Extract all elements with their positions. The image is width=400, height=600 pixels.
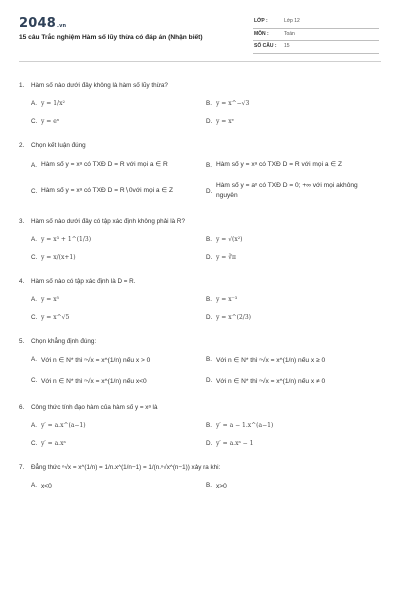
meta-key: MÔN : — [254, 30, 269, 37]
option-label: D. — [206, 118, 213, 125]
option-label: A. — [31, 296, 37, 303]
option-text: y = xᵉ — [216, 118, 234, 125]
question-number: 3. — [19, 218, 25, 225]
question-text: Hàm số nào dưới đây có tập xác định không phải là R? — [31, 218, 185, 225]
option-label: C. — [31, 440, 38, 447]
question-text: Hàm số nào dưới đây không là hàm số lũy thừa? — [31, 82, 168, 89]
option-label: A. — [31, 356, 37, 363]
option-text: y = ∛π — [216, 254, 236, 261]
option-label: C. — [31, 377, 38, 384]
question-3 — [19, 218, 381, 261]
meta-row-subject — [253, 29, 379, 42]
option-text: y′ = a.xᵃ − 1 — [216, 440, 254, 447]
option-label: A. — [31, 161, 37, 169]
option-b[interactable] — [206, 482, 381, 492]
option-label: D. — [206, 377, 213, 384]
question-text: Công thức tính đạo hàm của hàm số y = xᵃ là — [31, 404, 158, 411]
option-label: A. — [31, 236, 37, 243]
option-text: Hàm số y = xᵃ có TXĐ D = R∖0với mọi a ∈ Z — [41, 187, 174, 194]
option-label: B. — [206, 236, 212, 243]
option-text: y′ = a.x^(a−1) — [41, 422, 86, 429]
option-text: Với n ∈ N* thì ⁿ√x = x^(1/n) nếu x > 0 — [41, 357, 151, 364]
logo-text: 2048 — [19, 16, 56, 31]
option-label: B. — [206, 296, 212, 303]
option-label: D. — [206, 254, 213, 261]
option-c[interactable] — [31, 440, 206, 447]
option-text: Hàm số y = aˣ có TXĐ D = 0; +∞ với mọi akhông nguyên — [216, 182, 358, 199]
question-number: 1. — [19, 82, 25, 89]
option-text: y = x³ + 1^(1/3) — [41, 236, 92, 243]
question-5 — [19, 338, 381, 387]
option-label: C. — [31, 314, 38, 321]
question-4 — [19, 278, 381, 321]
option-a[interactable] — [31, 296, 206, 303]
question-6 — [19, 404, 381, 447]
option-b[interactable] — [206, 422, 381, 429]
option-text: x>0 — [216, 483, 227, 490]
question-number: 2. — [19, 142, 25, 149]
question-text: Đẳng thức ⁿ√x = x^(1/n) = 1/n.x^(1/n−1) = 1/(n.ⁿ√x^(n−1)) xảy ra khi: — [31, 464, 221, 471]
option-a[interactable] — [31, 100, 206, 107]
question-1 — [19, 82, 381, 125]
option-d[interactable] — [206, 377, 381, 387]
option-text: y = x^√5 — [41, 314, 70, 321]
divider — [19, 61, 381, 62]
option-text: Hàm số y = xᵃ có TXĐ D = R với mọi a ∈ Z — [216, 161, 342, 168]
option-text: y = x/(x+1) — [41, 254, 76, 261]
question-number: 4. — [19, 278, 25, 285]
option-a[interactable] — [31, 236, 206, 243]
option-b[interactable] — [206, 100, 381, 107]
option-b[interactable] — [206, 236, 381, 243]
option-text: x<0 — [41, 483, 52, 490]
page-title: 15 câu Trắc nghiệm Hàm số lũy thừa có đáp án (Nhận biết) — [19, 34, 203, 41]
meta-key: SỐ CÂU : — [254, 43, 277, 49]
option-a[interactable] — [31, 160, 206, 170]
meta-row-class — [253, 16, 379, 29]
option-c[interactable] — [31, 377, 206, 387]
option-label: C. — [31, 254, 38, 261]
meta-value: 15 — [284, 43, 290, 49]
option-d[interactable] — [206, 118, 381, 125]
option-text: Với n ∈ N* thì ⁿ√x = x^(1/n) nếu x<0 — [41, 378, 147, 385]
option-a[interactable] — [31, 356, 206, 366]
meta-key: LỚP : — [254, 18, 268, 24]
question-7 — [19, 464, 381, 492]
option-a[interactable] — [31, 422, 206, 429]
question-2 — [19, 142, 381, 201]
option-label: B. — [206, 161, 212, 169]
option-text: y = x⁻³ — [216, 296, 238, 303]
option-text: y = x^(2/3) — [216, 314, 251, 321]
option-d[interactable] — [206, 314, 381, 321]
option-text: Với n ∈ N* thì ⁿ√x = x^(1/n) nếu x ≥ 0 — [216, 357, 326, 364]
option-d[interactable] — [206, 181, 381, 201]
option-text: y′ = a.xᵃ — [41, 440, 66, 447]
question-text: Hàm số nào có tập xác định là D = R. — [31, 278, 136, 285]
meta-row-count — [253, 41, 379, 54]
option-label: D. — [206, 314, 213, 321]
option-label: B. — [206, 356, 212, 363]
question-number: 6. — [19, 404, 25, 411]
option-c[interactable] — [31, 254, 206, 261]
option-label: A. — [31, 482, 37, 489]
question-text: Chọn kết luận đúng — [31, 142, 86, 149]
option-label: A. — [31, 422, 37, 429]
option-text: y′ = a − 1.x^(a−1) — [216, 422, 274, 429]
site-logo[interactable] — [19, 16, 66, 31]
question-text: Chọn khẳng định đúng: — [31, 338, 97, 345]
option-label: C. — [31, 118, 38, 125]
option-b[interactable] — [206, 296, 381, 303]
option-text: y = x^−√3 — [216, 100, 250, 107]
option-text: y = 1/x² — [41, 100, 65, 107]
option-a[interactable] — [31, 482, 206, 492]
option-label: B. — [206, 482, 212, 489]
option-text: Với n ∈ N* thì ⁿ√x = x^(1/n) nếu x ≠ 0 — [216, 378, 326, 385]
option-text: y = √(x²) — [216, 236, 243, 243]
question-number: 5. — [19, 338, 25, 345]
option-label: C. — [31, 187, 38, 195]
option-d[interactable] — [206, 254, 381, 261]
option-text: Hàm số y = xᵃ có TXĐ D = R với mọi a ∈ R — [41, 161, 168, 168]
option-b[interactable] — [206, 160, 381, 170]
meta-value: Lớp 12 — [284, 18, 300, 24]
option-label: B. — [206, 100, 212, 107]
option-c[interactable] — [31, 118, 206, 125]
option-d[interactable] — [206, 440, 381, 447]
meta-value: Toán — [284, 30, 295, 37]
option-b[interactable] — [206, 356, 381, 366]
option-c[interactable] — [31, 314, 206, 321]
option-label: D. — [206, 187, 213, 195]
meta-table — [253, 16, 379, 54]
option-label: D. — [206, 440, 213, 447]
option-text: y = x⁵ — [41, 296, 60, 303]
option-label: A. — [31, 100, 37, 107]
option-label: B. — [206, 422, 212, 429]
option-text: y = eˣ — [41, 118, 60, 125]
question-number: 7. — [19, 464, 25, 471]
option-c[interactable] — [31, 181, 206, 201]
question-list — [19, 82, 381, 492]
logo-suffix: .vn — [56, 23, 67, 29]
